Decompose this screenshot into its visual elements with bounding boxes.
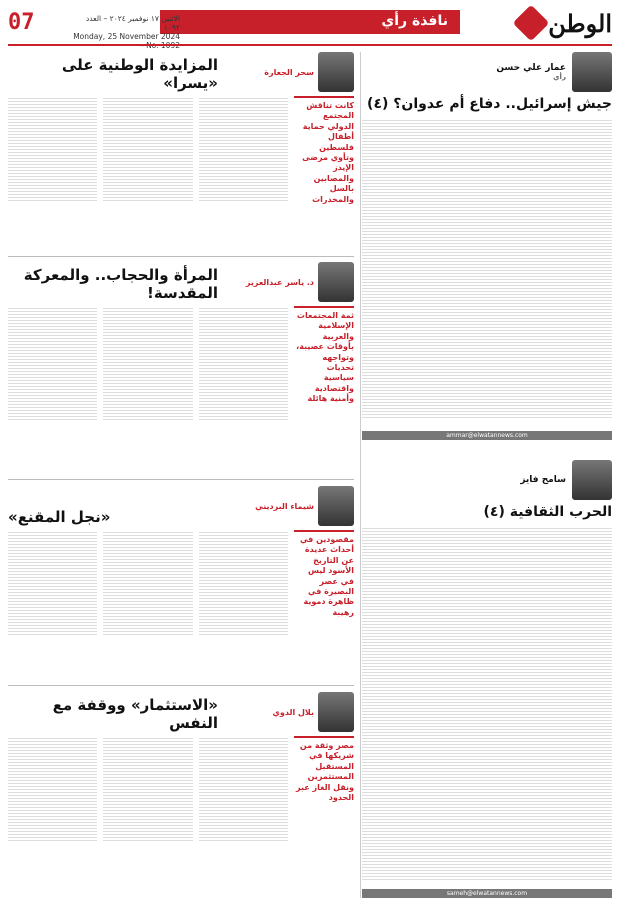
date-arabic: الاثنين ١٧ نوفمبر ٢٠٢٤ – العدد ١٠٩٢ [85, 14, 180, 32]
author-photo [318, 486, 354, 526]
author-name: سامح فايز [520, 475, 566, 485]
headline: «نجل المقنع» [8, 508, 111, 526]
author-block [362, 52, 612, 92]
headline: الحرب الثقافية (٤) [483, 504, 612, 520]
left-column [8, 52, 354, 898]
author-email[interactable]: ammar@elwatannews.com [362, 431, 612, 440]
article-najl [8, 486, 354, 686]
article-istithmar [8, 692, 354, 898]
headline: المزايدة الوطنية على «يسرا» [61, 56, 218, 92]
article-body [8, 736, 354, 876]
author-photo [572, 460, 612, 500]
article-header [8, 262, 354, 302]
article-jaish [362, 52, 612, 452]
newspaper-logo [518, 6, 612, 40]
section-banner [160, 10, 460, 34]
author-name: عمار علي حسن [496, 63, 566, 73]
date-english: Monday, 25 November 2024 [73, 32, 180, 41]
author-name: شيماء البرديني [255, 501, 314, 511]
author-photo [572, 52, 612, 92]
pull-quote: مصر وثقة من شريكها في المستقبل المستثمرين ونقل الغاز عبر الحدود [294, 736, 354, 876]
logo-mark-icon [513, 5, 550, 42]
section-tag: رأي [553, 73, 566, 81]
author-block [264, 52, 354, 92]
article-hijab [8, 262, 354, 480]
author-block [273, 692, 354, 732]
pull-quote: ثمة المجتمعات الإسلامية والعربية بأوقات عصيبة، وتواجهه تحديات سياسية واقتصادية وأمنية هائلة [294, 306, 354, 456]
pull-quote: مقصودين في أحداث عديدة عن التاريخ الأسود ليس في عصر البصيرة في ظاهرة دموية رهيبة [294, 530, 354, 670]
article-body [8, 530, 354, 670]
right-column [362, 52, 612, 898]
article-header [8, 486, 354, 526]
top-bar [0, 0, 620, 46]
header-rule [8, 44, 612, 46]
article-header [8, 692, 354, 732]
pull-quote: كانت تناقش المجتمع الدولي حماية أطفال فلسطين وتأوي مرضى الإيدز والمصابين بالسل والمخدرات [294, 96, 354, 236]
author-name: د. ياسر عبدالعزيز [245, 277, 314, 287]
article-yousra [8, 52, 354, 257]
author-block [362, 460, 612, 500]
author-block [255, 486, 354, 526]
author-photo [318, 52, 354, 92]
headline: «الاستثمار» ووقفة مع النفس [52, 696, 218, 732]
article-body [362, 526, 612, 886]
section-label: نافذة رأي [381, 13, 448, 29]
logo-text: الوطن [548, 8, 612, 38]
author-email[interactable]: sameh@elwatannews.com [362, 889, 612, 898]
article-harb [362, 460, 612, 900]
author-name: سحر الجعارة [264, 67, 314, 77]
author-photo [318, 692, 354, 732]
page-number: 07 [8, 10, 35, 35]
column-divider [360, 52, 361, 898]
author-name: بلال الدوي [272, 707, 314, 717]
article-header [8, 52, 354, 92]
article-body [8, 96, 354, 236]
article-body [8, 306, 354, 456]
article-body [362, 118, 612, 428]
headline: المرأة والحجاب.. والمعركة المقدسة! [23, 266, 218, 302]
headline: جيش إسرائيل.. دفاع أم عدوان؟ (٤) [367, 96, 612, 112]
author-photo [318, 262, 354, 302]
author-block [246, 262, 354, 302]
